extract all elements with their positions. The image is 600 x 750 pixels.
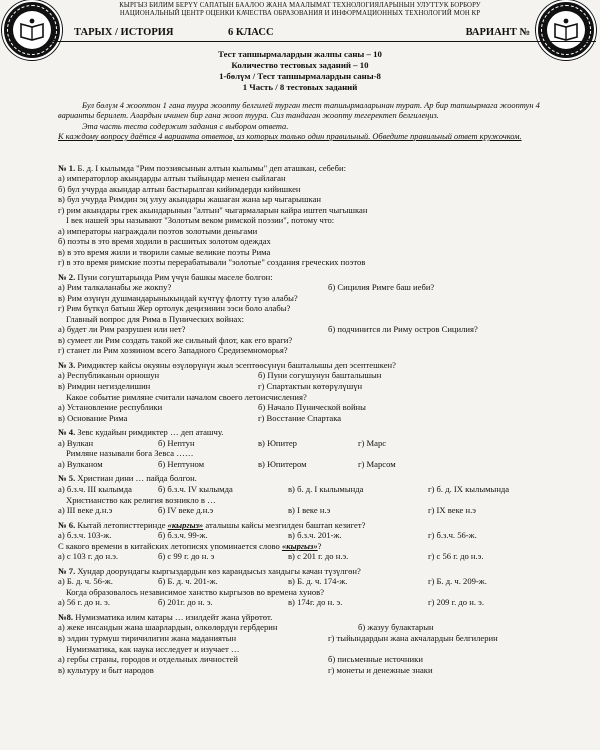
- question-7: [58, 566, 574, 608]
- answer-option[interactable]: в) Основание Рима: [58, 412, 128, 423]
- answer-option[interactable]: б) с 99 г. до н. э: [158, 551, 215, 562]
- answer-option[interactable]: б) Начало Пунической войны: [258, 402, 366, 413]
- question-6: [58, 520, 574, 562]
- meta-line: 1-бөлүм / Тест тапшырмалардын саны-8: [219, 70, 381, 81]
- question-text-ky: [58, 520, 574, 530]
- answer-option[interactable]: в) I веке н.э: [288, 505, 331, 515]
- answer-option[interactable]: г) Марсом: [358, 458, 396, 469]
- question-text-ru: Римляне называли бога Зевса ……: [66, 448, 194, 459]
- answer-option[interactable]: г) с 56 г. до н.э.: [428, 551, 484, 562]
- question-text: Нумизматика илим катары … изилдейт жана үйрөтөт.: [75, 611, 273, 622]
- question-text: Пуни согуштарында Рим үчүн башкы маселе болгон:: [77, 271, 273, 282]
- answer-option[interactable]: а) Б. д. ч. 56-ж.: [58, 576, 113, 587]
- answer-option[interactable]: б) б.з.ч. IV кылымда: [158, 483, 233, 494]
- answer-option[interactable]: а) III веке д.н.э: [58, 505, 113, 515]
- header-divider: [52, 41, 596, 42]
- answer-option[interactable]: б) Б. д. ч. 201-ж.: [158, 576, 218, 587]
- question-2: [58, 272, 574, 356]
- answer-option[interactable]: в) с 201 г. до н.э.: [288, 551, 349, 562]
- org-name-ky: КЫРГЫЗ БИЛИМ БЕРҮҮ САПАТЫН БААЛОО ЖАНА МААЛЫМАТ ТЕХНОЛОГИЯЛАРЫНЫН УЛУТТУК БОРБОРУ: [119, 2, 481, 9]
- answer-option[interactable]: а) Вулкан: [58, 437, 94, 448]
- highlighted-term: «кыргыз»: [281, 540, 318, 551]
- book-icon: [17, 15, 47, 45]
- answer-option[interactable]: г) монеты и денежные знаки: [328, 664, 433, 675]
- question-text-ky: [58, 272, 574, 282]
- answer-option[interactable]: б) жазуу булактарын: [358, 622, 434, 633]
- question-text-ru: Главный вопрос для Рима в Пунических войнах:: [66, 313, 245, 324]
- meta-line: 1 Часть / 8 тестовых заданий: [242, 81, 358, 92]
- answer-option[interactable]: б) подчинится ли Риму остров Сицилия?: [328, 324, 478, 335]
- answer-option[interactable]: б) письменные источники: [328, 654, 423, 665]
- answer-option[interactable]: в) Юпитер: [258, 437, 297, 448]
- answer-option[interactable]: а) жеке инсандын жана шаарлардын, өлкөлөрдүн гербдерин: [58, 622, 278, 633]
- question-number: № 1.: [58, 163, 76, 173]
- answer-option[interactable]: а) Вулканом: [58, 458, 103, 469]
- question-text: Кытай летописттеринде: [77, 519, 168, 530]
- answer-option[interactable]: в) в это время жили и творили самые великие поэты Рима: [58, 246, 271, 257]
- answer-option[interactable]: а) Республиканын орношун: [58, 370, 160, 381]
- question-text-ky: [58, 612, 574, 622]
- answer-option[interactable]: б) Нептуном: [158, 458, 205, 469]
- grade-label: 6 КЛАСС: [228, 27, 274, 38]
- answer-option[interactable]: а) Установление республики: [58, 402, 163, 413]
- org-name-ru: НАЦИОНАЛЬНЫЙ ЦЕНТР ОЦЕНКИ КАЧЕСТВА ОБРАЗОВАНИЯ И ИНФОРМАЦИОННЫХ ТЕХНОЛОГИЙ МОН КР: [119, 9, 481, 17]
- question-3: [58, 360, 574, 423]
- question-text: аталышы кайсы мезгилден баштап кезигет?: [203, 519, 366, 530]
- answer-option[interactable]: в) элдин турмуш тиричилигин жана маданиятын: [58, 632, 237, 643]
- question-text-ru: I век нашей эры называют "Золотым веком римской поэзии", потому что:: [66, 215, 335, 226]
- question-text: С какого времени в китайских летописях упоминается слово: [58, 540, 282, 551]
- highlighted-term: «кыргыз»: [167, 519, 204, 530]
- answer-option[interactable]: г) Марс: [358, 437, 387, 448]
- question-text-ky: [58, 360, 574, 370]
- question-5: [58, 473, 574, 515]
- answer-option[interactable]: в) сумеет ли Рим создать такой же сильный флот, как его враги?: [58, 334, 293, 345]
- answer-option[interactable]: в) Рим өзүнүн душмандарыныкындай күчтүү флотту түзө алабы?: [58, 292, 298, 303]
- question-number: № 7.: [58, 565, 76, 576]
- question-text: Б. д. I кылымда "Рим поэзиясынын алтын кылымы" деп аташкан, себеби:: [77, 163, 346, 173]
- instructions-ru-1: Эта часть теста содержит задания с выбором ответа.: [82, 121, 289, 131]
- question-4: [58, 427, 574, 469]
- answer-option[interactable]: в) Юпитером: [258, 458, 307, 469]
- answer-option[interactable]: а) гербы страны, городов и отдельных личностей: [58, 654, 239, 665]
- answer-option[interactable]: г) Спартактын көтөрүлүшүн: [258, 381, 363, 392]
- variant-label: ВАРИАНТ №: [465, 27, 530, 38]
- instructions-ky: Бул бөлүм 4 жооптон 1 гана туура жоопту белгилей турган тест тапшырмаларынан турат. Ар бир тапшырмага жооптун 4 варианты берилет. Алардын ичинен бир гана жооп туура. Сиз тандаган жоопту тегеректеп белгилеңиз.: [58, 101, 540, 121]
- answer-option[interactable]: г) б.з.ч. 56-ж.: [428, 530, 477, 541]
- answer-option[interactable]: г) станет ли Рим хозяином всего Западного Средиземноморья?: [58, 345, 288, 356]
- answer-option[interactable]: б) Сицилия Римге баш иеби?: [328, 282, 435, 293]
- answer-option[interactable]: а) б.з.ч. III кылымда: [58, 483, 132, 494]
- question-8: [58, 612, 574, 675]
- answer-option[interactable]: г) Б. д. ч. 209-ж.: [428, 576, 487, 587]
- answer-option[interactable]: а) будет ли Рим разрушен или нет?: [58, 324, 186, 335]
- question-number: №8.: [58, 611, 74, 622]
- instructions: [58, 101, 572, 142]
- answer-option[interactable]: в) Б. д. ч. 174-ж.: [288, 576, 348, 587]
- question-1: [58, 163, 574, 268]
- answer-option[interactable]: а) 56 г. до н. э.: [58, 597, 110, 608]
- answer-option[interactable]: г) б. д. IX кылымында: [428, 483, 510, 494]
- subject-label: ТАРЫХ / ИСТОРИЯ: [74, 27, 174, 38]
- question-text-ru: Какое событие римляне считали началом своего летоисчисления?: [66, 391, 307, 402]
- answer-option[interactable]: г) Рим бүткүл батыш Жер ортолук деңизинин ээси боло алабы?: [58, 303, 291, 314]
- answer-option[interactable]: г) рим акындары грек акындарынын "алтын" чыгармаларын кайра иштеп чыгышкан: [58, 204, 368, 215]
- question-text-ru: Нумизматика, как наука исследует и изучает …: [66, 643, 240, 654]
- answer-option[interactable]: а) с 103 г. до н.э.: [58, 551, 119, 562]
- question-text: Зевс кудайын римдиктер … деп аташчу.: [77, 427, 224, 438]
- question-text-ky: [58, 427, 574, 437]
- answer-option[interactable]: а) императорлор акындарды алтын тыйындар менен сыйлаган: [58, 173, 286, 184]
- answer-option[interactable]: в) бул учурда Римдин эң улуу акындары жашаган жана ыр чыгарышкан: [58, 194, 321, 205]
- answer-option[interactable]: а) б.з.ч. 103-ж.: [58, 530, 112, 541]
- question-text: Христиан дини … пайда болгон.: [77, 473, 197, 484]
- question-number: № 3.: [58, 359, 76, 370]
- answer-option[interactable]: в) б.з.ч. 201-ж.: [288, 530, 342, 541]
- question-text: ?: [317, 540, 322, 551]
- answer-option[interactable]: г) Восстание Спартака: [258, 412, 342, 423]
- answer-option[interactable]: г) тыйындардын жана акчалардын белгилерин: [328, 632, 498, 643]
- answer-option[interactable]: г) IX веке н.э: [428, 505, 476, 515]
- instructions-ru-2: К каждому вопросу даётся 4 варианта ответов, из которых только один правильный. Обведите правильный ответ кружочком.: [58, 131, 522, 141]
- question-text-ky: [58, 473, 574, 483]
- question-number: № 2.: [58, 271, 76, 282]
- question-text-ru: Христианство как религия возникло в …: [66, 494, 216, 505]
- answer-option[interactable]: б) поэты в это время ходили в расшитых золотом одеждах: [58, 236, 271, 247]
- question-text: Хундар доорундагы кыргыздардын көз карандысыз хандыгы качан түзүлгөн?: [77, 565, 361, 576]
- question-text-ky: [58, 566, 574, 576]
- answer-option[interactable]: в) б. д. I кылымында: [288, 483, 364, 494]
- answer-option[interactable]: г) в это время римские поэты перерабатывали "золотые" создания греческих поэтов: [58, 257, 366, 268]
- meta-line: Тест тапшырмалардын жалпы саны – 10: [218, 49, 382, 59]
- organization-header: [62, 2, 538, 18]
- title-row: [60, 27, 594, 39]
- question-number: № 5.: [58, 473, 76, 484]
- answer-option[interactable]: а) Рим талкаланабы же жокпу?: [58, 282, 172, 293]
- question-number: № 4.: [58, 427, 76, 438]
- answer-option[interactable]: в) 174г. до н. э.: [288, 597, 343, 608]
- answer-option[interactable]: в) культуру и быт народов: [58, 664, 154, 675]
- test-meta: [0, 49, 600, 93]
- answer-option[interactable]: г) 209 г. до н. э.: [428, 597, 484, 608]
- question-text-ky: [58, 163, 574, 173]
- answer-option[interactable]: б) Нептун: [158, 437, 195, 448]
- answer-option[interactable]: б) бул учурда акындар алтын бастырылган кийимдерди кийишкен: [58, 183, 301, 194]
- answer-option[interactable]: б) IV веке д.н.э: [158, 505, 214, 515]
- answer-option[interactable]: б) б.з.ч. 99-ж.: [158, 530, 208, 541]
- answer-option[interactable]: в) Римдин негизделишин: [58, 381, 151, 392]
- questions: [58, 163, 574, 679]
- question-number: № 6.: [58, 519, 76, 530]
- question-text-ru: [58, 541, 574, 551]
- question-text-ru: Когда образовалось независимое ханство кыргызов во времена хунов?: [66, 586, 325, 597]
- answer-option[interactable]: б) 201г. до н. э.: [158, 597, 213, 608]
- answer-option[interactable]: а) императоры награждали поэтов золотыми деньгами: [58, 225, 258, 236]
- question-text: Римдиктер кайсы окуяны өзүлөрүнүн жыл эсептөөсүнүн башталышы деп эсептешкен?: [77, 359, 396, 370]
- meta-line: Количество тестовых заданий – 10: [231, 59, 369, 70]
- answer-option[interactable]: б) Пуни согушунун башталышын: [258, 370, 382, 381]
